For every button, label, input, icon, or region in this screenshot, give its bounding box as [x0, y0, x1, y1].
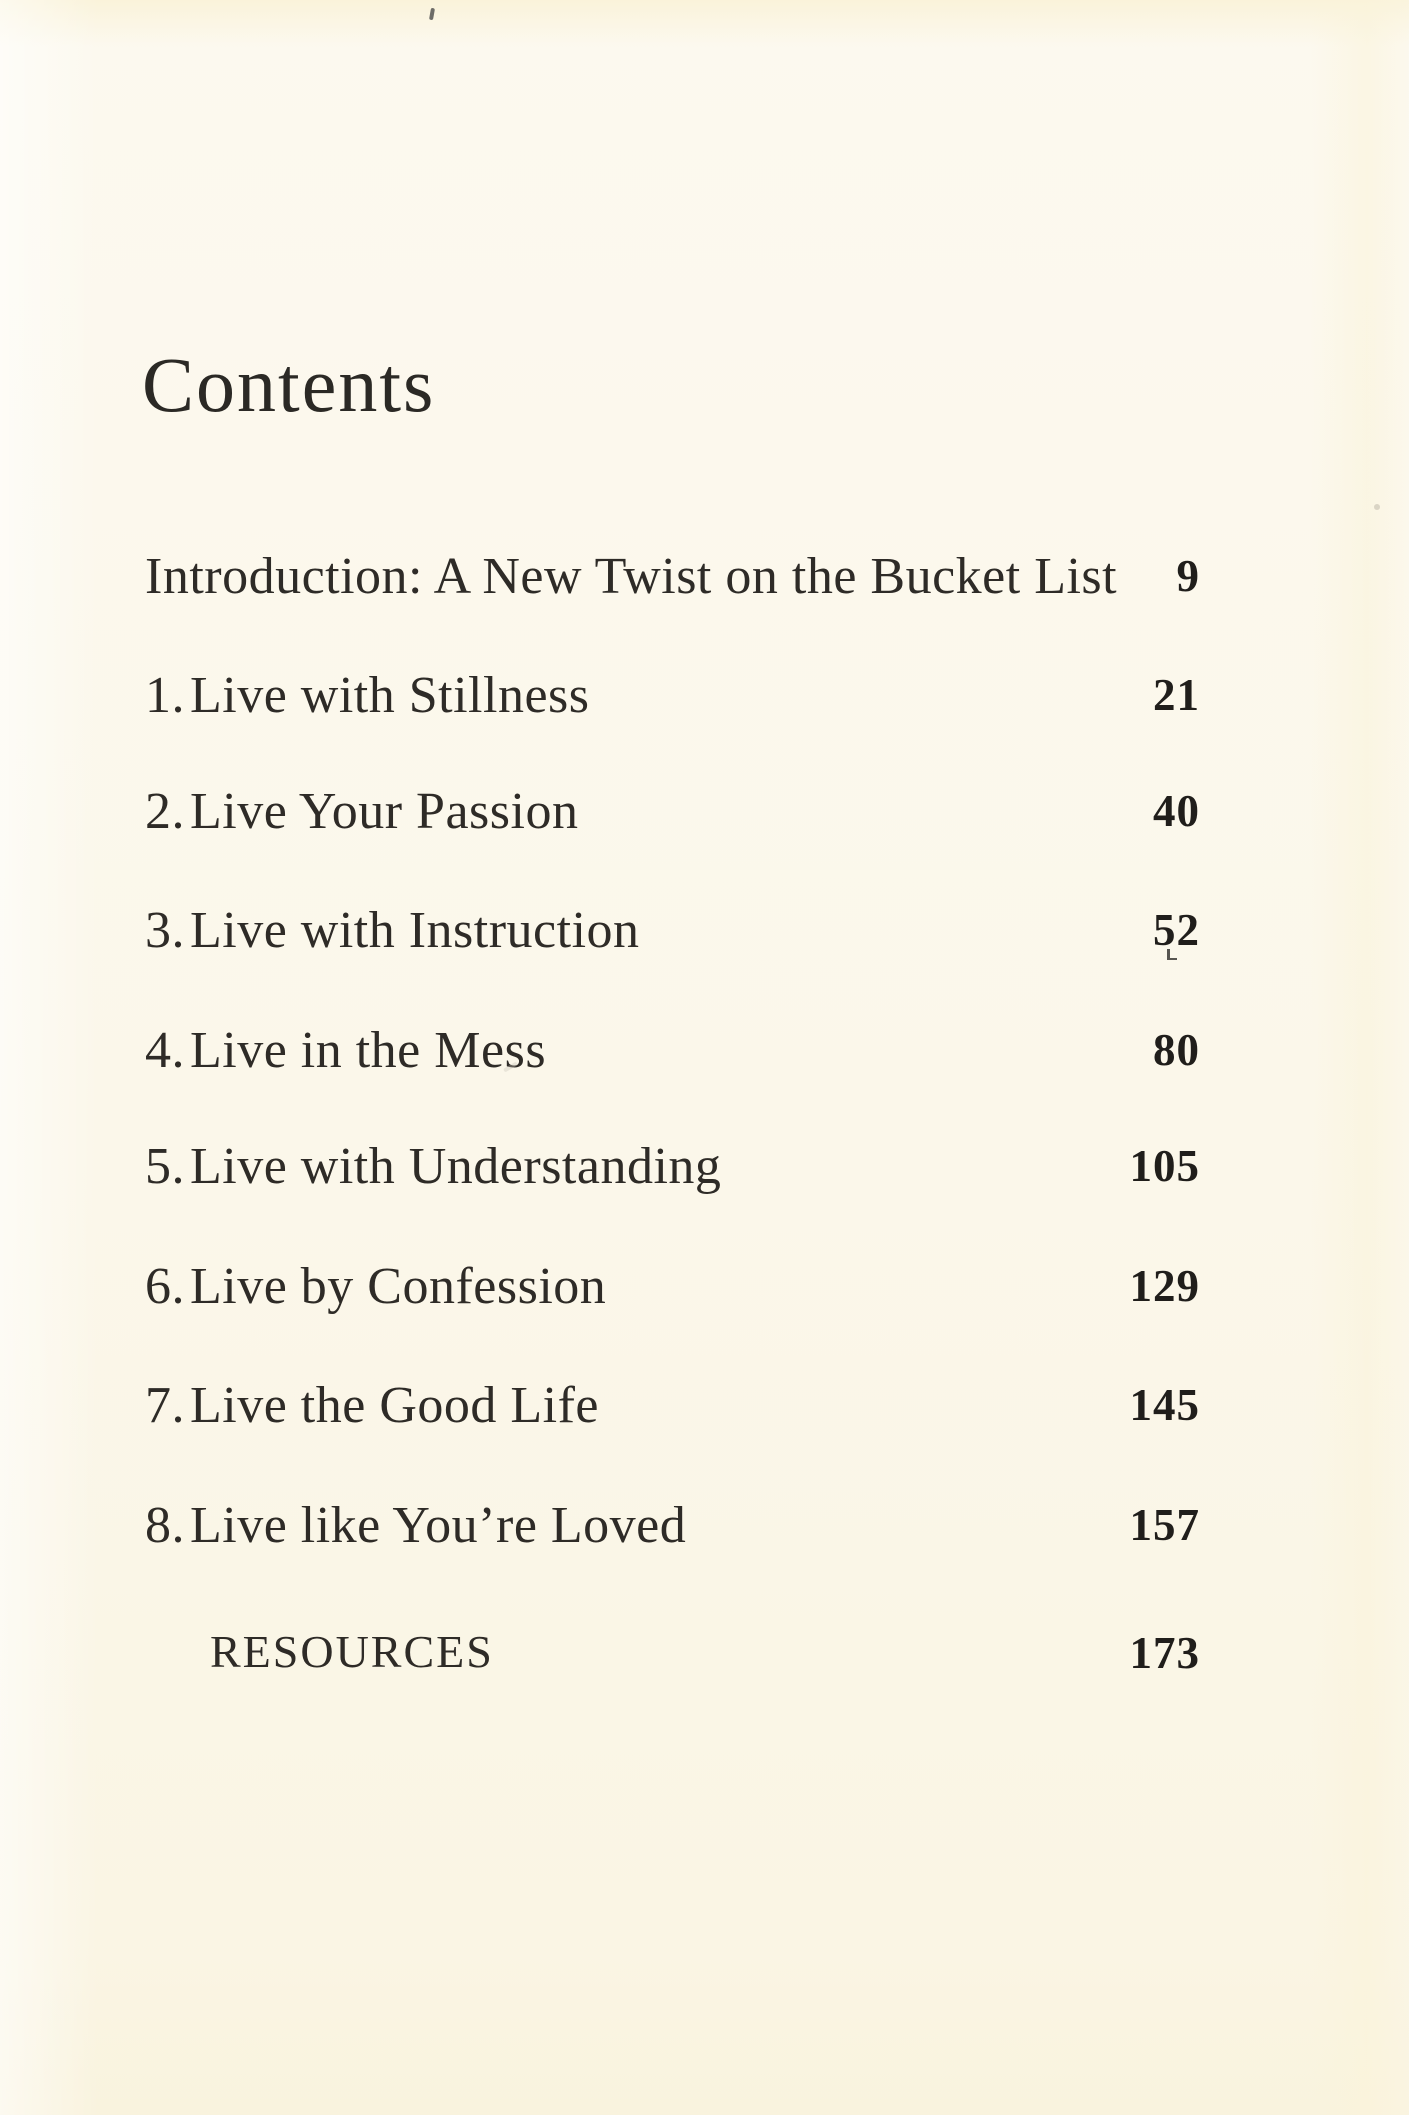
toc-entry-page: 129 [1129, 1261, 1200, 1311]
toc-entry-title: Live with Instruction [190, 902, 640, 959]
toc-entry-page: 145 [1129, 1380, 1200, 1430]
toc-entry-number: 8. [145, 1497, 185, 1554]
toc-row-chapter-5 [0, 1137, 1409, 1197]
toc-entry-number: 3. [145, 902, 185, 959]
scan-mark-under-52 [1167, 949, 1177, 960]
toc-entry-page: 40 [1153, 786, 1200, 836]
toc-entry-page: 157 [1129, 1500, 1200, 1550]
toc-entry-title: Live by Confession [190, 1258, 607, 1315]
scan-dot [1374, 504, 1380, 510]
toc-row-chapter-4 [0, 1021, 1409, 1081]
toc-row-introduction [0, 547, 1409, 607]
toc-entry-page: 105 [1129, 1141, 1200, 1191]
toc-entry-number: 1. [145, 667, 185, 724]
toc-entry-page: 80 [1153, 1025, 1200, 1075]
toc-entry-number: 2. [145, 783, 185, 840]
toc-entry-page: 173 [1129, 1628, 1200, 1678]
toc-row-chapter-6 [0, 1257, 1409, 1317]
toc-entry-title: Introduction: A New Twist on the Bucket List [145, 548, 1118, 605]
toc-entry-number: 7. [145, 1377, 185, 1434]
toc-entry-page: 52 [1153, 905, 1200, 955]
toc-entry-title: RESOURCES [210, 1626, 494, 1677]
toc-entry-page: 9 [1176, 551, 1200, 601]
toc-entry-title: Live with Understanding [190, 1138, 722, 1195]
toc-row-chapter-3 [0, 901, 1409, 961]
toc-row-chapter-1 [0, 666, 1409, 726]
toc-row-chapter-7 [0, 1376, 1409, 1436]
toc-entry-title: Live in the Mess [190, 1022, 547, 1079]
toc-entry-number: 6. [145, 1258, 185, 1315]
toc-row-resources [0, 1626, 1409, 1679]
toc-entry-page: 21 [1153, 670, 1200, 720]
scan-speck [429, 8, 435, 21]
toc-entry-title: Live like You’re Loved [190, 1497, 687, 1554]
toc-entry-number: 5. [145, 1138, 185, 1195]
toc-row-chapter-2 [0, 782, 1409, 842]
toc-row-chapter-8 [0, 1496, 1409, 1556]
toc-entry-title: Live Your Passion [190, 783, 579, 840]
page-title: Contents [142, 341, 436, 428]
toc-entry-number: 4. [145, 1022, 185, 1079]
toc-entry-title: Live the Good Life [190, 1377, 599, 1434]
toc-entry-title: Live with Stillness [190, 667, 590, 724]
